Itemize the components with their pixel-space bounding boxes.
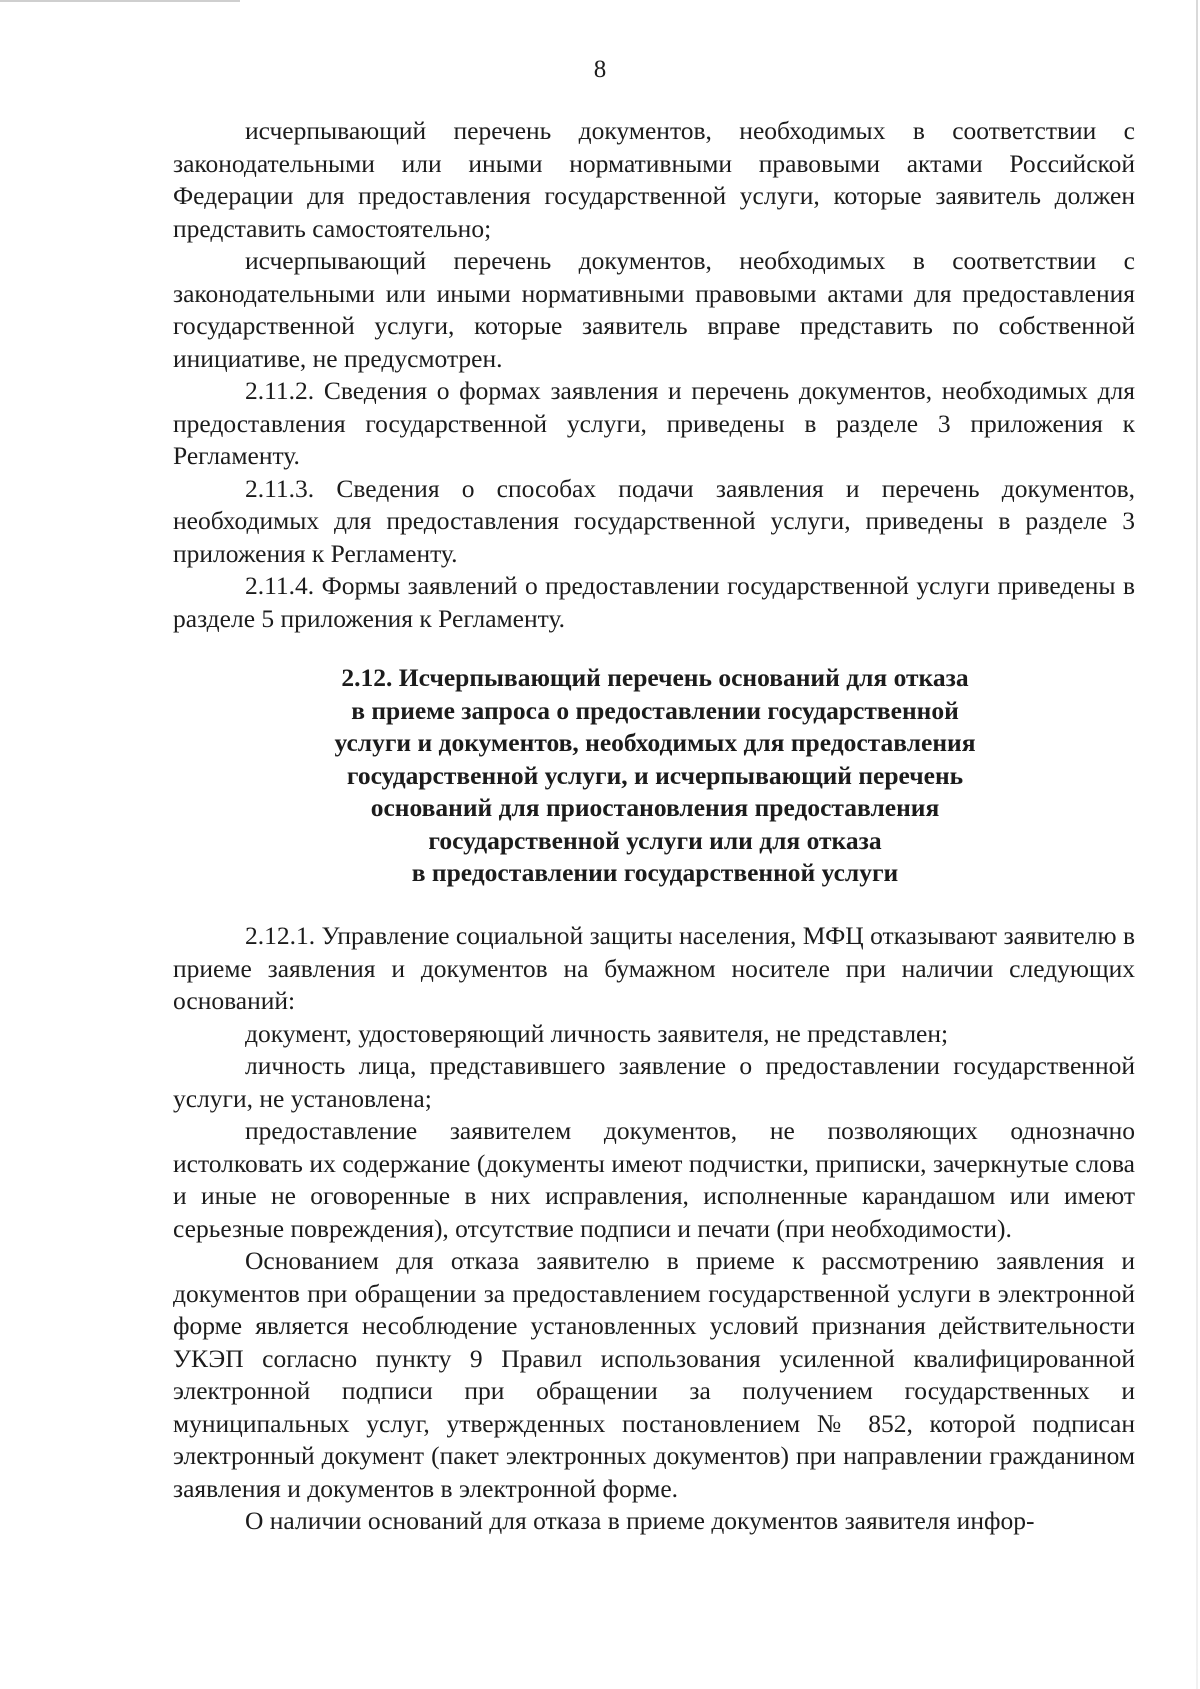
scan-edge-right	[1196, 0, 1198, 1689]
section-heading-line: 2.12. Исчерпывающий перечень оснований для отказа	[341, 663, 969, 692]
paragraph: Основанием для отказа заявителю в приеме к рассмотрению заявления и документов при обращении за предоставлением государственной услуги в электронной форме является несоблюдение установленных условий признания действительности УКЭП согласно пункту 9 Правил использования усиленной квалифицированной электронной подписи при обращении за получением государственных и муниципальных услуг, утвержденных постановлением № 852, которой подписан электронный документ (пакет электронных документов) при направлении гражданином заявления и документов в электронной форме.	[173, 1246, 1135, 1503]
paragraph: исчерпывающий перечень документов, необходимых в соответствии с законодательными или иными нормативными правовыми актами Российской Федерации для предоставления государственной услуги, которые заявитель должен представить самостоятельно;	[173, 116, 1135, 243]
page-number: 8	[593, 56, 607, 83]
paragraph: 2.11.3. Сведения о способах подачи заявления и перечень документов, необходимых для предоставления государственной услуги, приведены в разделе 3 приложения к Регламенту.	[173, 473, 1135, 568]
body-text-top	[173, 115, 1135, 635]
section-heading	[240, 662, 1070, 890]
paragraph: О наличии оснований для отказа в приеме документов заявителя инфор-	[245, 1506, 1035, 1535]
section-heading-line: в предоставлении государственной услуги	[411, 858, 899, 887]
body-text-bottom	[173, 920, 1135, 1538]
paragraph: 2.12.1. Управление социальной защиты населения, МФЦ отказывают заявителю в приеме заявления и документов на бумажном носителе при наличии следующих оснований:	[173, 921, 1135, 1015]
section-heading-line: оснований для приостановления предоставления	[370, 793, 940, 822]
paragraph: личность лица, представившего заявление о предоставлении государственной услуги, не установлена;	[173, 1051, 1135, 1113]
section-heading-line: государственной услуги, и исчерпывающий перечень	[346, 760, 964, 790]
paragraph: 2.11.4. Формы заявлений о предоставлении государственной услуги приведены в разделе 5 приложения к Регламенту.	[173, 571, 1135, 633]
section-heading-line: услуги и документов, необходимых для предоставления	[334, 728, 976, 757]
paragraph: предоставление заявителем документов, не позволяющих однозначно истолковать их содержание (документы имеют подчистки, приписки, зачеркнутые слова и иные не оговоренные в них исправления, исполненные карандашом или имеют серьезные повреждения), отсутствие подписи и печати (при необходимости).	[173, 1116, 1135, 1243]
paragraph: 2.11.2. Сведения о формах заявления и перечень документов, необходимых для предоставления государственной услуги, приведены в разделе 3 приложения к Регламенту.	[173, 376, 1135, 470]
section-heading-line: государственной услуги или для отказа	[428, 825, 882, 855]
section-heading-line: в приеме запроса о предоставлении государственной	[351, 695, 959, 725]
scan-edge-top	[0, 0, 240, 2]
paragraph: исчерпывающий перечень документов, необходимых в соответствии с законодательными или иными нормативными правовыми актами для предоставления государственной услуги, которые заявитель вправе представить по собственной инициативе, не предусмотрен.	[173, 246, 1135, 373]
paragraph: документ, удостоверяющий личность заявителя, не представлен;	[245, 1018, 949, 1048]
